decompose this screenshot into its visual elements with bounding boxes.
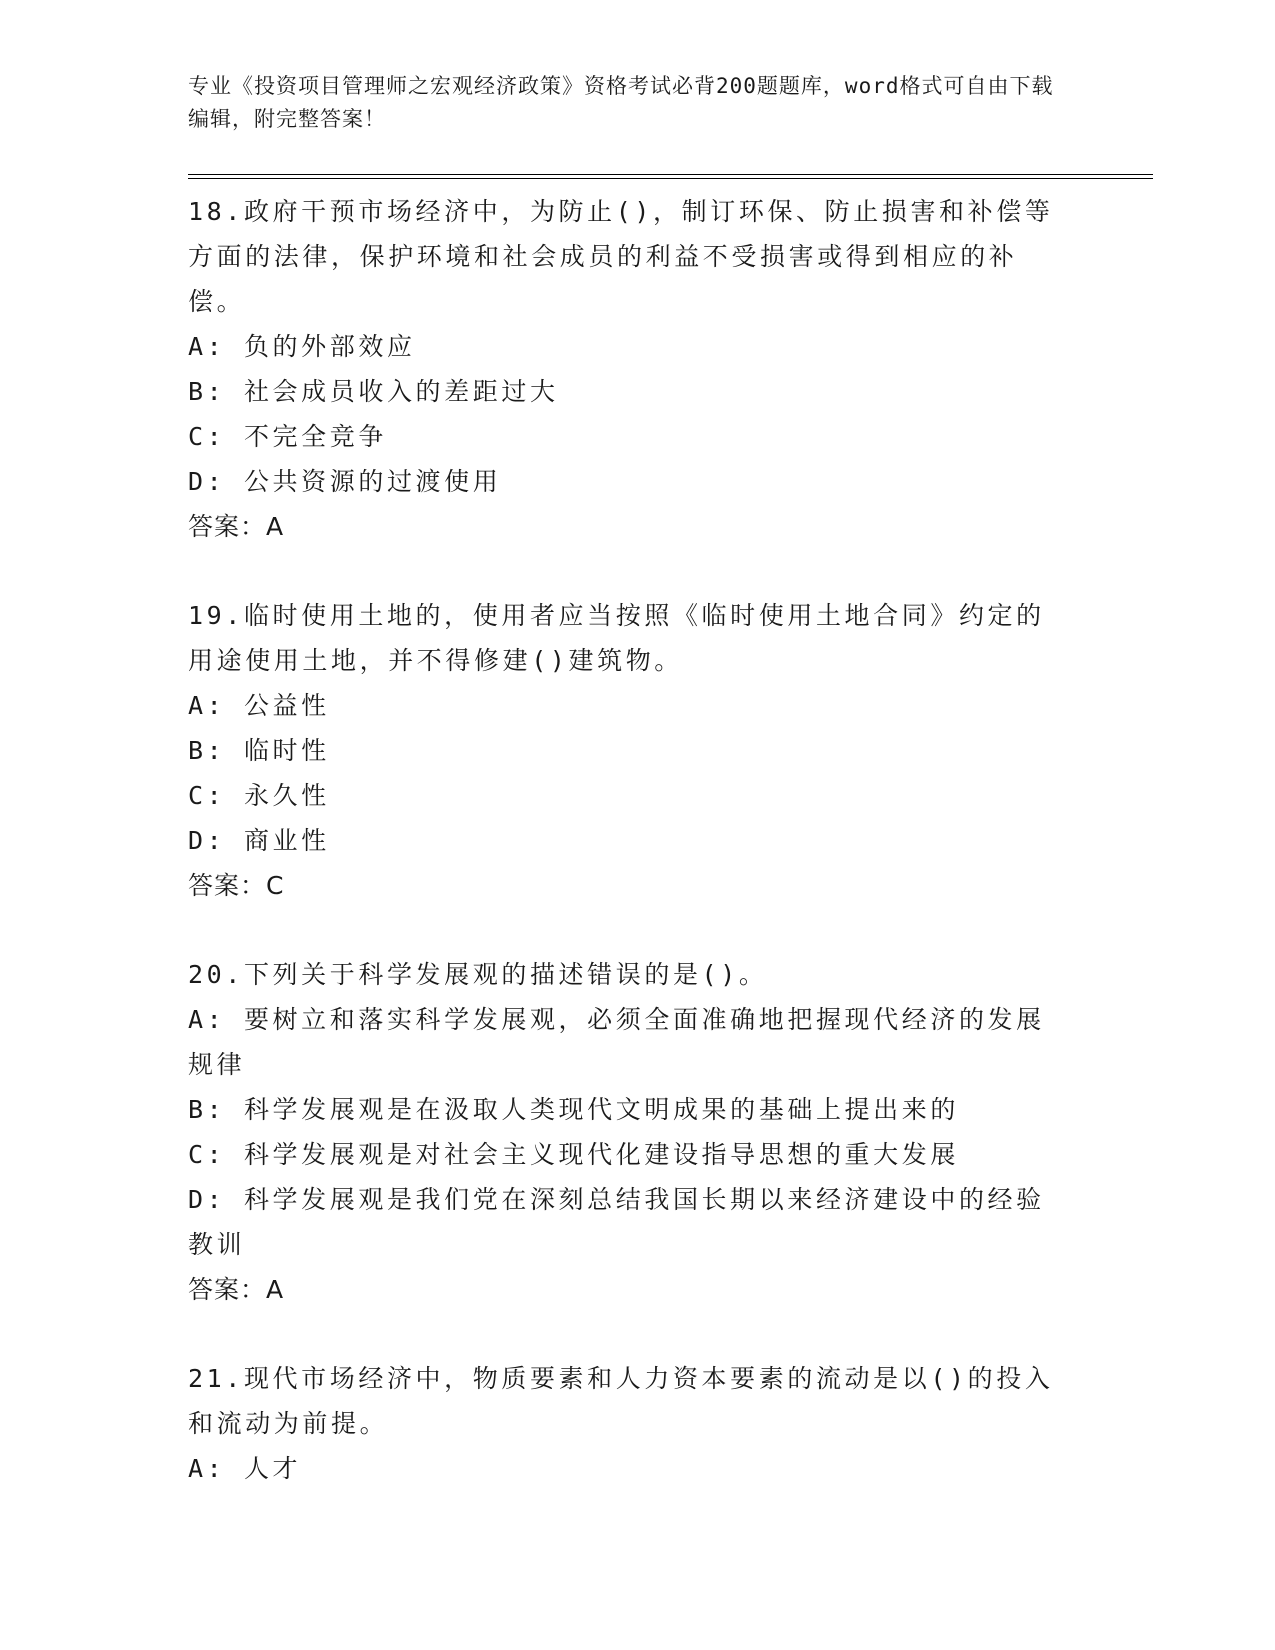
option-c: C: 不完全竞争 [188,422,387,451]
question-stem: 19.临时使用土地的，使用者应当按照《临时使用土地合同》约定的用途使用土地，并不得修建()建筑物。 [188,601,1045,675]
option-d: D: 公共资源的过渡使用 [188,467,502,496]
option-b: B: 临时性 [188,736,330,765]
document-page [188,70,1088,1535]
option-d: D: 商业性 [188,826,330,855]
question-19 [188,593,1088,908]
option-c: C: 科学发展观是对社会主义现代化建设指导思想的重大发展 [188,1140,959,1169]
option-b: B: 社会成员收入的差距过大 [188,377,559,406]
document-header: 专业《投资项目管理师之宏观经济政策》资格考试必背200题题库，word格式可自由下载编辑，附完整答案！ [188,74,1054,131]
option-a: A: 人才 [188,1454,302,1483]
option-a: A: 公益性 [188,691,330,720]
question-18 [188,189,1088,549]
question-stem: 21.现代市场经济中，物质要素和人力资本要素的流动是以()的投入和流动为前提。 [188,1364,1054,1438]
option-b: B: 科学发展观是在汲取人类现代文明成果的基础上提出来的 [188,1095,959,1124]
answer: 答案：A [188,512,285,541]
answer: 答案：C [188,871,285,900]
option-a: A: 要树立和落实科学发展观，必须全面准确地把握现代经济的发展规律 [188,1005,1045,1079]
option-a: A: 负的外部效应 [188,332,416,361]
question-21 [188,1356,1088,1491]
question-stem: 20.下列关于科学发展观的描述错误的是()。 [188,960,768,989]
option-c: C: 永久性 [188,781,330,810]
question-list [188,189,1088,1491]
answer: 答案：A [188,1275,285,1304]
question-20 [188,952,1088,1312]
header-divider [188,174,1153,179]
question-stem: 18.政府干预市场经济中，为防止()，制订环保、防止损害和补偿等方面的法律，保护环境和社会成员的利益不受损害或得到相应的补偿。 [188,197,1054,316]
option-d: D: 科学发展观是我们党在深刻总结我国长期以来经济建设中的经验教训 [188,1185,1045,1259]
